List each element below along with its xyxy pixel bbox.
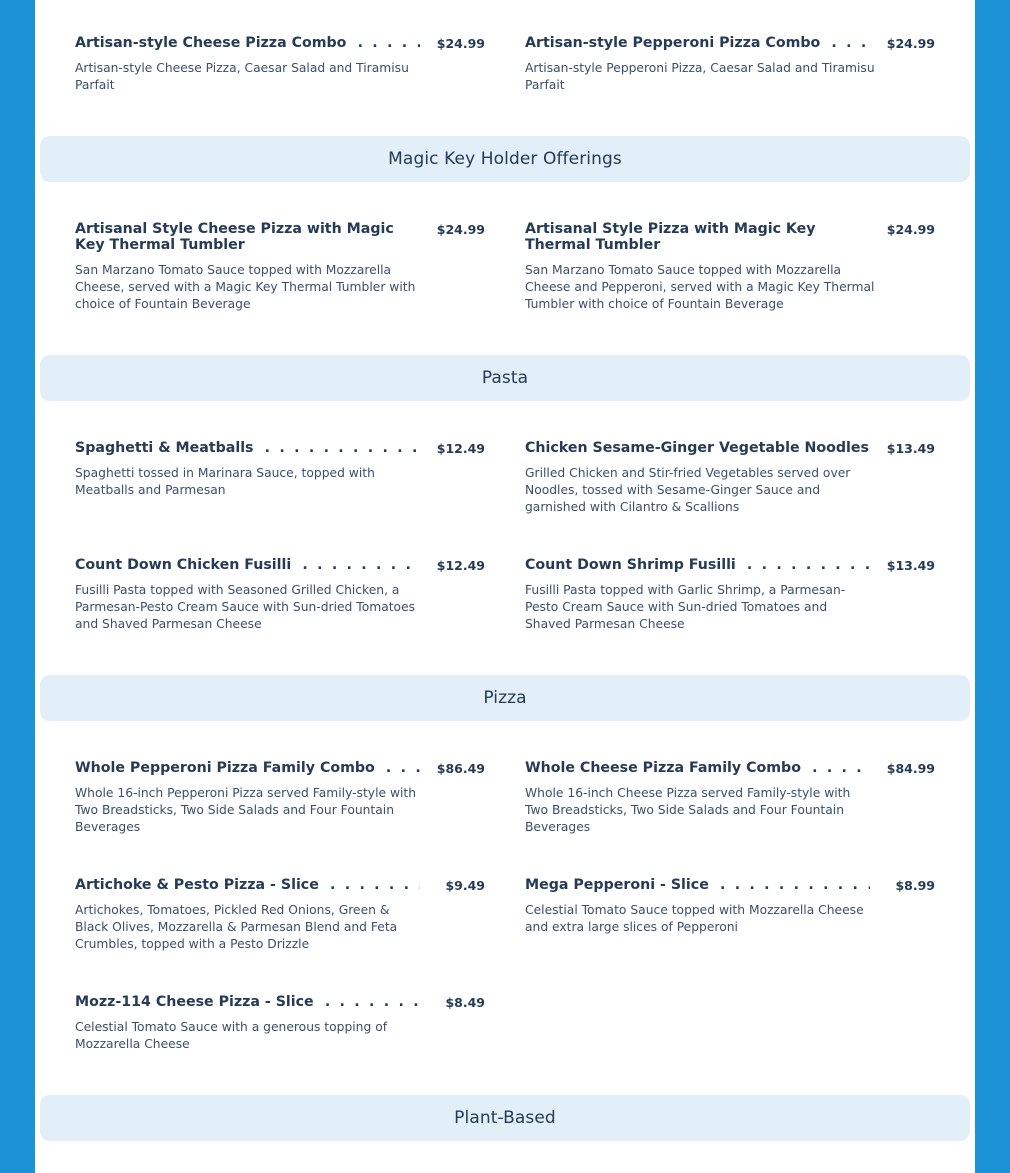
menu-item-price: $84.99 <box>886 761 935 776</box>
menu-item-price: $13.49 <box>886 441 935 456</box>
menu-item-price: $24.99 <box>886 222 935 237</box>
menu-item[interactable] <box>525 760 935 836</box>
menu-item-price: $12.49 <box>436 558 485 573</box>
menu-item-price: $9.49 <box>445 878 485 893</box>
menu-item-name: Mega Pepperoni - Slice . . . <box>525 877 870 893</box>
menu-item-description: Celestial Tomato Sauce with a generous topping of Mozzarella Cheese <box>75 1020 388 1051</box>
menu-item[interactable] <box>75 994 485 1053</box>
menu-item-header <box>525 760 935 776</box>
menu-item[interactable] <box>75 557 485 633</box>
menu-item-header <box>525 221 935 253</box>
menu-item-header <box>75 557 485 573</box>
menu-item[interactable] <box>75 35 485 94</box>
menu-item-price: $24.99 <box>436 36 485 51</box>
menu-item[interactable] <box>75 221 485 313</box>
menu-item-description: San Marzano Tomato Sauce topped with Mozzarella Cheese, served with a Magic Key Thermal Tumbler with choice of Fountain Beverage <box>75 263 416 311</box>
menu-item-header <box>525 35 935 51</box>
menu-item-name: Artichoke & Pesto Pizza - Slice . . . <box>75 877 420 893</box>
menu-item-name: Mozz-114 Cheese Pizza - Slice . . . <box>75 994 420 1010</box>
menu-item-header <box>75 221 485 253</box>
menu-item-price: $24.99 <box>436 222 485 237</box>
menu-item-header <box>75 440 485 456</box>
menu-item-price: $24.99 <box>886 36 935 51</box>
menu-item-name: Artisan-style Pepperoni Pizza Combo . . . <box>525 35 870 51</box>
menu-item-price: $12.49 <box>436 441 485 456</box>
menu-item[interactable] <box>525 35 935 94</box>
menu-item-price: $8.99 <box>895 878 935 893</box>
menu-item-header <box>75 760 485 776</box>
menu-item-header <box>75 877 485 893</box>
menu-item-name: Artisan-style Cheese Pizza Combo . . . <box>75 35 420 51</box>
menu-item-description: Artisan-style Pepperoni Pizza, Caesar Salad and Tiramisu Parfait <box>525 61 875 92</box>
menu-item-description: Spaghetti tossed in Marinara Sauce, topped with Meatballs and Parmesan <box>75 466 375 497</box>
menu-item-name: Count Down Shrimp Fusilli . . . <box>525 557 870 573</box>
menu-item[interactable] <box>75 440 485 499</box>
menu-item-header <box>75 35 485 51</box>
menu-item-price: $13.49 <box>886 558 935 573</box>
menu-item-description: Artichokes, Tomatoes, Pickled Red Onions, Green & Black Olives, Mozzarella & Parmesan Blend and Feta Crumbles, topped with a Pesto Drizzle <box>75 903 398 951</box>
section-header-pasta: Pasta <box>40 355 970 401</box>
menu-item-description: Artisan-style Cheese Pizza, Caesar Salad and Tiramisu Parfait <box>75 61 409 92</box>
menu-item-description: Whole 16-inch Pepperoni Pizza served Family-style with Two Breadsticks, Two Side Salads and Four Fountain Beverages <box>75 786 417 834</box>
menu-panel <box>35 0 975 1173</box>
menu-item-name: Count Down Chicken Fusilli . . . <box>75 557 420 573</box>
menu-item[interactable] <box>525 440 935 516</box>
menu-item-description: Fusilli Pasta topped with Garlic Shrimp, a Parmesan-Pesto Cream Sauce with Sun-dried Tomatoes and Shaved Parmesan Cheese <box>525 583 846 631</box>
menu-item-name: Artisanal Style Cheese Pizza with Magic Key Thermal Tumbler <box>75 221 394 253</box>
menu-item-name: Whole Pepperoni Pizza Family Combo . . . <box>75 760 420 776</box>
menu-item-description: San Marzano Tomato Sauce topped with Mozzarella Cheese and Pepperoni, served with a Magic Key Thermal Tumbler with choice of Fountain Beverage <box>525 263 875 311</box>
menu-item-name: Whole Cheese Pizza Family Combo . . . <box>525 760 870 776</box>
menu-item-price: $8.49 <box>445 995 485 1010</box>
menu-item-description: Whole 16-inch Cheese Pizza served Family-style with Two Breadsticks, Two Side Salads and Four Fountain Beverages <box>525 786 851 834</box>
menu-item-name: Chicken Sesame-Ginger Vegetable Noodles . . . <box>525 440 870 456</box>
menu-item-header <box>525 440 935 456</box>
menu-item-header <box>525 557 935 573</box>
menu-item-description: Celestial Tomato Sauce topped with Mozzarella Cheese and extra large slices of Pepperoni <box>525 903 864 934</box>
menu-item[interactable] <box>525 557 935 633</box>
menu-item[interactable] <box>525 221 935 313</box>
menu-item[interactable] <box>525 877 935 936</box>
section-header-pizza: Pizza <box>40 675 970 721</box>
menu-item-name: Artisanal Style Pizza with Magic Key Thermal Tumbler <box>525 221 816 253</box>
menu-item-description: Grilled Chicken and Stir-fried Vegetables served over Noodles, tossed with Sesame-Ginger Sauce and garnished with Cilantro & Scallions <box>525 466 851 514</box>
menu-item-name: Spaghetti & Meatballs . . . <box>75 440 420 456</box>
menu-item-header <box>525 877 935 893</box>
menu-item-description: Fusilli Pasta topped with Seasoned Grilled Chicken, a Parmesan-Pesto Cream Sauce with Sun-dried Tomatoes and Shaved Parmesan Cheese <box>75 583 416 631</box>
menu-item[interactable] <box>75 760 485 836</box>
section-header-magic-key: Magic Key Holder Offerings <box>40 136 970 182</box>
section-header-plant-based: Plant-Based <box>40 1095 970 1141</box>
menu-item[interactable] <box>75 877 485 953</box>
menu-item-price: $86.49 <box>436 761 485 776</box>
menu-item-header <box>75 994 485 1010</box>
